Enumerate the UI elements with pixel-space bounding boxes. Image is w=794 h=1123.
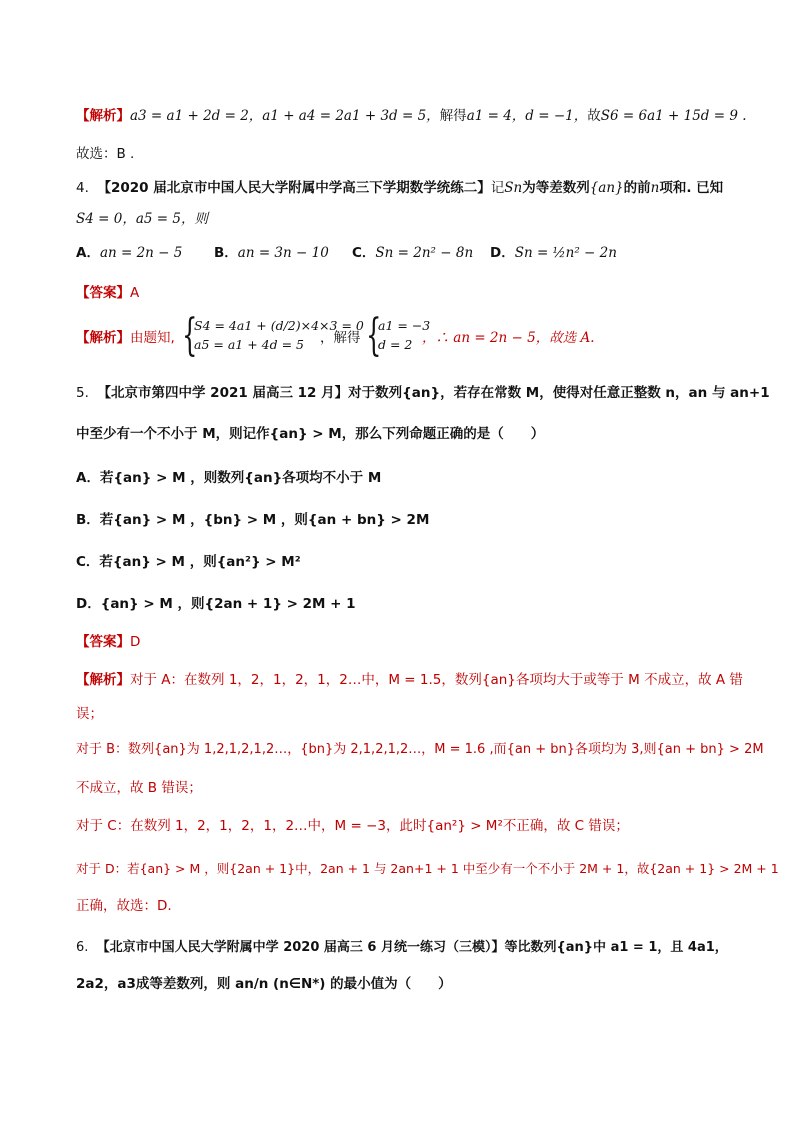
q4-stem (76, 179, 723, 197)
q6-source: 【北京市中国人民大学附属中学 2020 届高三 6 月统一练习（三模）】 (96, 940, 505, 955)
q4-stem-c: 的前 (623, 180, 651, 196)
q3-select: 故选：B . (76, 146, 135, 162)
q5-stem-1: 对于数列{an}，若存在常数 M，使得对任意正整数 n，an 与 an+1 (348, 385, 770, 401)
option-label: B． (214, 245, 238, 261)
q5-analysis-line-2: 误； (76, 706, 103, 722)
q5-analysis-line-3: 对于 B：数列{an}为 1,2,1,2,1,2…，{bn}为 2,1,2,1,2…，M = 1.6 ,而{an + bn}各项均为 3,则{an + bn} > 2M (76, 742, 764, 757)
q4-option-c (352, 244, 490, 262)
q4-given-text: S4 = 0，a5 = 5，则 (76, 211, 208, 227)
q4-stem-d: 项和. 已知 (659, 180, 724, 196)
q3-end-text: 故 (587, 108, 601, 124)
q5-analysis-line-5: 对于 C：在数列 1，2，1，2，1，2…中，M = −3，此时{an²} > M²不正确，故 C 错误； (76, 818, 629, 834)
q5-option-d: D．{an} > M ，则{2an + 1} > 2M + 1 (76, 596, 356, 612)
q4-option-a (76, 244, 214, 262)
left-brace-icon: { (182, 310, 198, 361)
q5-option-a: A．若{an} > M ，则数列{an}各项均不小于 M (76, 470, 382, 486)
q6-stem-line-2: 2a2，a3成等差数列，则 an/n (n∈N*) 的最小值为（ ） (76, 976, 452, 992)
answer-tag: 【答案】 (76, 634, 130, 650)
q4-conclusion-text: ，∴ an = 2n − 5，故选 A. (422, 330, 595, 346)
left-brace-icon: { (366, 310, 382, 361)
q4-source: 【2020 届北京市中国人民大学附属中学高三下学期数学统练二】 (97, 180, 491, 196)
q4-options (76, 244, 617, 262)
analysis-tag: 【解析】 (76, 330, 130, 346)
q5-stem-line-2: 中至少有一个不小于 M，则记作{an} > M，那么下列命题正确的是（ ） (76, 426, 545, 442)
option-text: Sn = ½n² − 2n (514, 245, 617, 261)
q5-answer (76, 633, 140, 651)
q3-equation-2: a1 = 4，d = −1， (466, 108, 588, 124)
q5-stem-line-1 (76, 384, 770, 402)
q4-given (76, 210, 208, 228)
analysis-text: 对于 A：在数列 1，2，1，2，1，2…中，M = 1.5，数列{an}各项均大于或等于 M 不成立，故 A 错 (130, 672, 743, 688)
option-label: D． (490, 245, 515, 261)
q5-option-b: B．若{an} > M ，{bn} > M ，则{an + bn} > 2M (76, 512, 430, 528)
q4-option-d (490, 244, 617, 262)
analysis-tag: 【解析】 (76, 108, 130, 124)
q4-option-b (214, 244, 352, 262)
system-line: S4 = 4a1 + (d/2)×4×3 = 0 (194, 318, 364, 333)
q6-number: 6. (76, 940, 89, 955)
q3-equation-1: a3 = a1 + 2d = 2，a1 + a4 = 2a1 + 3d = 5， (130, 108, 440, 124)
q5-analysis-line-7: 正确，故选：D. (76, 898, 172, 914)
analysis-lead: 由题知, (130, 330, 175, 346)
q6-stem-line-1 (76, 939, 728, 957)
q5-option-c: C．若{an} > M ，则{an²} > M² (76, 554, 301, 570)
q4-n: n (650, 180, 660, 196)
q4-mid: ，解得 (320, 330, 361, 346)
answer-value: D (130, 634, 141, 650)
q4-stem-a: 记 (490, 180, 505, 196)
q5-source: 【北京市第四中学 2021 届高三 12 月】 (97, 385, 349, 401)
system-line: a1 = −3 (378, 318, 431, 333)
system-line: d = 2 (378, 337, 413, 352)
system-line: a5 = a1 + 4d = 5 (194, 337, 304, 352)
analysis-tag: 【解析】 (76, 672, 130, 688)
q3-equation-3: S6 = 6a1 + 15d = 9 . (600, 108, 747, 124)
answer-value: A (130, 285, 140, 301)
answer-tag: 【答案】 (76, 285, 130, 301)
q4-seq: {an} (589, 180, 624, 196)
q3-solution-line (76, 107, 747, 125)
q4-stem-b: 为等差数列 (522, 180, 590, 196)
q4-analysis-lead (76, 329, 175, 347)
option-label: C． (352, 245, 376, 261)
q4-answer (76, 284, 139, 302)
q5-analysis-line-1 (76, 671, 743, 689)
q3-mid-text: 解得 (439, 108, 467, 124)
q4-number: 4. (76, 180, 89, 196)
q5-number: 5. (76, 385, 89, 401)
option-text: Sn = 2n² − 8n (375, 245, 474, 261)
q5-analysis-line-4: 不成立，故 B 错误； (76, 780, 202, 796)
q5-analysis-line-6: 对于 D：若{an} > M ，则{2an + 1}中，2an + 1 与 2an+1 + 1 中至少有一个不小于 2M + 1，故{2an + 1} > 2M + 1 (76, 861, 779, 876)
option-label: A． (76, 245, 100, 261)
option-text: an = 3n − 10 (237, 245, 329, 261)
option-text: an = 2n − 5 (99, 245, 183, 261)
q4-conclusion (422, 329, 595, 347)
q6-stem-1: 等比数列{an}中 a1 = 1，且 4a1， (504, 940, 728, 955)
q4-sn: Sn (504, 180, 523, 196)
